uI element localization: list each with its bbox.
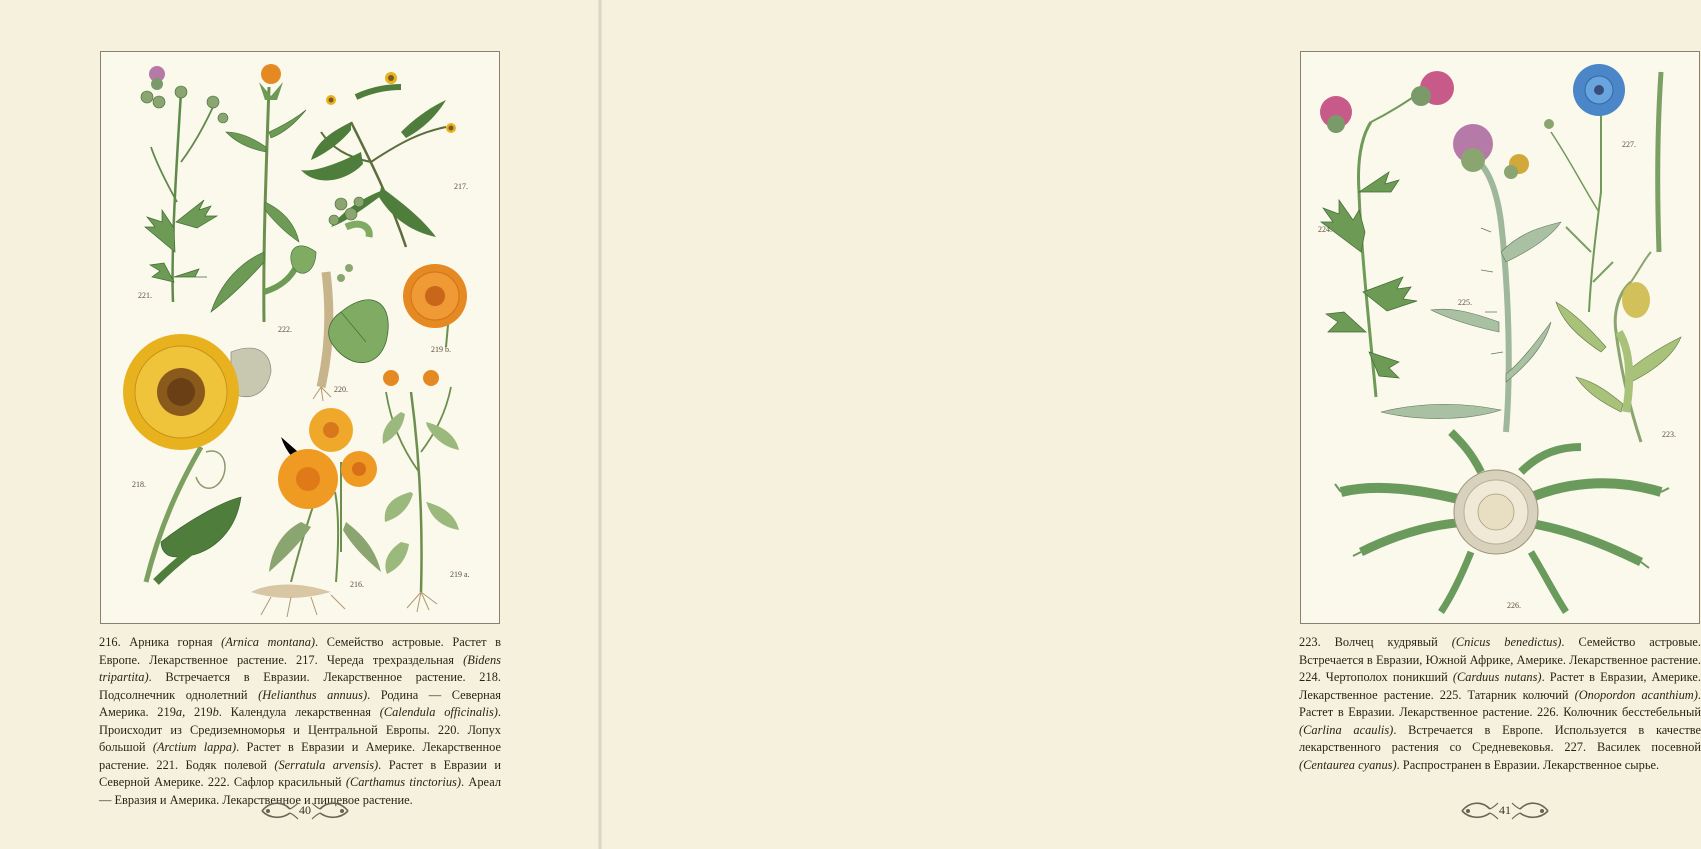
caption-left	[99, 634, 501, 809]
plate-label-219b: 219 b.	[431, 345, 451, 354]
caption-right	[1299, 634, 1701, 774]
plate-label-223: 223.	[1662, 430, 1676, 439]
caption-text: . Растет в Евразии и Америке. Лекарственное растение. 221. Бодяк полевой	[99, 740, 501, 772]
plant-219b	[403, 264, 467, 347]
caption-latin-name: (Arnica montana)	[221, 635, 316, 649]
caption-text: 223. Волчец кудрявый	[1299, 635, 1452, 649]
plant-223	[1556, 252, 1681, 442]
botanical-plate-left	[100, 51, 500, 624]
caption-text: . Родина — Северная Америка. 219	[99, 687, 501, 719]
plate-label-217: 217.	[454, 182, 468, 191]
left-page	[0, 0, 600, 849]
plate-label-219a: 219 a.	[450, 570, 470, 579]
caption-latin-name: (Calendula officinalis)	[379, 705, 498, 719]
caption-text: . Растет в Евразии и Северной Америке. 222. Сафлор красильный	[99, 757, 501, 789]
caption-latin-name: (Centaurea cyanus)	[1299, 757, 1397, 772]
caption-text: . Происходит из Средиземноморья и Центральной Европы. 220. Лопух большой	[99, 705, 502, 754]
plate-label-224: 224.	[1318, 225, 1332, 234]
caption-latin-name: (Carlina acaulis)	[1299, 722, 1394, 737]
caption-latin-name: (Carduus nutans)	[1452, 670, 1542, 684]
caption-latin-name: a	[175, 705, 183, 719]
caption-text: . Ареал — Евразия и Америка. Лекарственное и пищевое растение.	[99, 775, 501, 807]
plate-label-225: 225.	[1458, 298, 1472, 307]
plate-illustration-right	[1301, 52, 1701, 625]
caption-text: . Растет в Евразии, Америке. Лекарственное растение. 225. Татарник колючий	[1299, 670, 1701, 702]
caption-latin-name: (Serratula arvensis)	[274, 757, 379, 772]
page-number-ornament-left	[260, 797, 350, 823]
plate-label-218: 218.	[132, 480, 146, 489]
page-number-ornament-right	[1460, 797, 1550, 823]
caption-text: . Семейство астровые. Встречается в Евразии, Южной Африке, Америке. Лекарственное растение. 224. Чертополох поникший	[1299, 635, 1701, 684]
caption-text: 216. Арника горная	[99, 635, 222, 649]
plant-219a	[383, 370, 459, 612]
caption-text: . Встречается в Евразии. Лекарственное растение. 218. Подсолнечник однолетний	[99, 670, 501, 702]
plant-222	[211, 64, 306, 322]
plate-label-221: 221.	[138, 291, 152, 300]
caption-text: . Семейство астровые. Растет в Европе. Лекарственное растение. 217. Череда трехраздельная	[99, 635, 501, 667]
caption-text: , 219	[182, 705, 213, 719]
plate-label-222: 222.	[278, 325, 292, 334]
plant-217	[301, 72, 456, 247]
caption-latin-name: (Cnicus benedictus)	[1451, 635, 1562, 649]
plate-label-227: 227.	[1622, 140, 1636, 149]
page-number: 40	[299, 803, 311, 817]
plate-label-226: 226.	[1507, 601, 1521, 610]
right-page	[600, 0, 1701, 849]
caption-text: . Распространен в Евразии. Лекарственное сырье.	[1396, 757, 1660, 772]
caption-text: . Встречается в Европе. Используется в качестве лекарственного растения со Средневековья. 227. Василек посевной	[1299, 722, 1701, 754]
plant-224	[1320, 71, 1454, 397]
plate-label-220: 220.	[334, 385, 348, 394]
plant-218	[123, 334, 271, 582]
caption-latin-name: (Arctium lappa)	[152, 740, 237, 754]
caption-text: . Календула лекарственная	[218, 705, 380, 719]
page-number: 41	[1499, 803, 1511, 817]
plant-226	[1335, 432, 1669, 612]
plant-225	[1381, 124, 1561, 432]
caption-latin-name: (Helianthus annuus)	[258, 687, 368, 702]
plant-221	[141, 66, 228, 302]
caption-text: . Растет в Евразии. Лекарственное растение. 226. Колючник бесстебельный	[1299, 687, 1701, 719]
caption-latin-name: (Bidens tripartita)	[99, 652, 501, 684]
plate-label-216: 216.	[350, 580, 364, 589]
plant-227	[1544, 64, 1661, 312]
caption-latin-name: b	[212, 705, 219, 719]
botanical-plate-right	[1300, 51, 1700, 624]
caption-latin-name: (Onopordon acanthium)	[1574, 687, 1698, 702]
plate-illustration-left	[101, 52, 501, 625]
plant-220	[291, 197, 388, 401]
caption-latin-name: (Carthamus tinctorius)	[345, 775, 461, 789]
